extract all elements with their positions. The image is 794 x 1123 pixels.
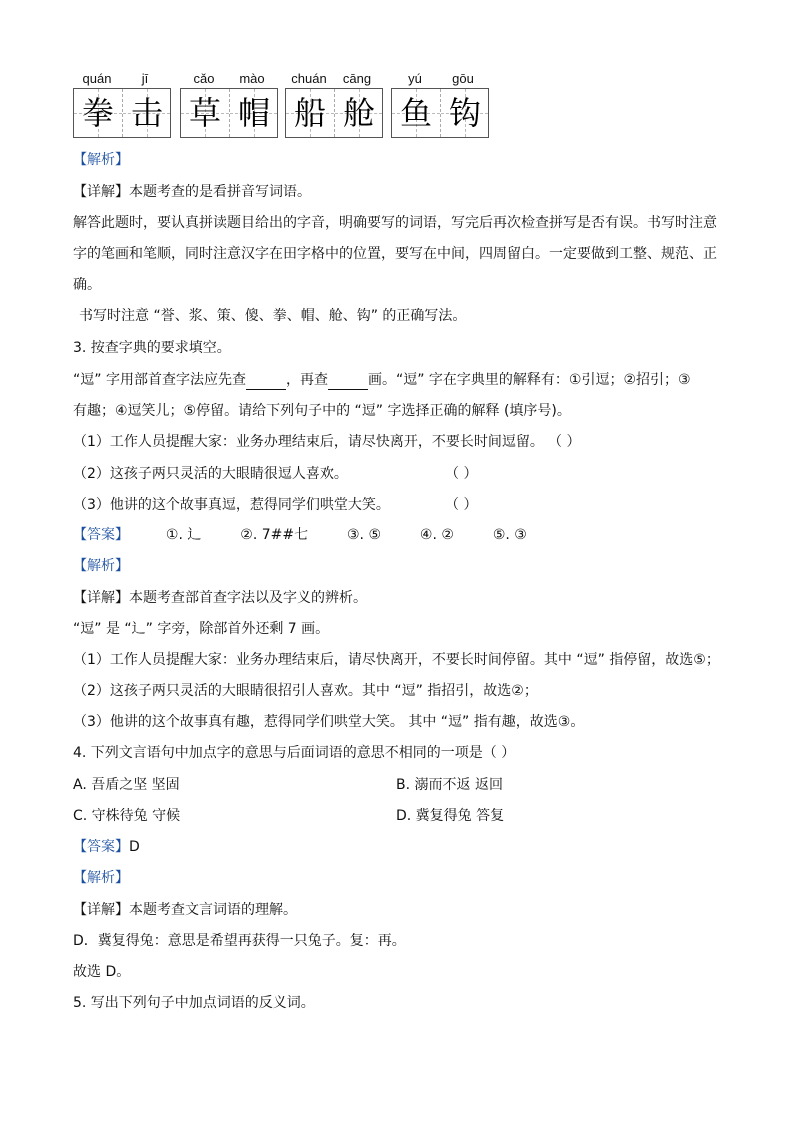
q3-explain-3: （3）他讲的这个故事真有趣，惹得同学们哄堂大笑。 其中 “逗” 指有趣，故选③。: [73, 714, 585, 730]
q3-item-1: （1）工作人员提醒大家：业务办理结束后，请尽快离开，不要长时间逗留。: [73, 434, 544, 450]
tianzige-cell: [286, 89, 334, 137]
q4-answer: D: [129, 839, 140, 855]
written-char: 草: [188, 94, 221, 132]
q3-title: 3. 按查字典的要求填空。: [73, 340, 231, 356]
tianzige-word-1: [73, 88, 171, 138]
q4-detail: 【详解】本题考查文言词语的理解。: [73, 902, 297, 918]
tianzige-cell: [122, 89, 170, 137]
q2-para1-line1: 解答此题时，要认真拼读题目给出的字音，明确要写的词语，写完后再次检查拼写是否有误。书写时注意: [73, 215, 717, 231]
pinyin-3: cǎo: [193, 71, 215, 86]
q4-analysis-label: 【解析】: [73, 870, 129, 886]
q3-item-2-answer-paren[interactable]: （ ）: [445, 466, 478, 482]
tianzige-cell: [229, 89, 277, 137]
q3-explain-1: （1）工作人员提醒大家：业务办理结束后，请尽快离开，不要长时间停留。其中 “逗” 指停留，故选⑤；: [73, 652, 720, 668]
q3-analysis-label: 【解析】: [73, 558, 129, 574]
tianzige-cell: [334, 89, 382, 137]
q3-answer-2: ②. 7##七: [240, 527, 309, 543]
q5-title: 5. 写出下列句子中加点词语的反义词。: [73, 995, 315, 1011]
q4-option-a[interactable]: A. 吾盾之坚 坚固: [73, 777, 180, 793]
tianzige-word-3: [285, 88, 383, 138]
q3-answer-1: ①. 辶: [165, 527, 202, 543]
q2-para1-line3: 确。: [73, 277, 101, 293]
q3-answer-5: ⑤. ③: [492, 527, 527, 543]
tianzige-word-2: [180, 88, 278, 138]
tianzige-cell: [392, 89, 440, 137]
tianzige-cell: [74, 89, 122, 137]
strokes-blank[interactable]: [328, 373, 368, 390]
q3-item-2: （2）这孩子两只灵活的大眼睛很逗人喜欢。: [73, 466, 348, 482]
pinyin-5: chuán: [291, 71, 327, 86]
q3-detail: 【详解】本题考查部首查字法以及字义的辨析。: [73, 590, 367, 606]
tianzige-word-4: [391, 88, 489, 138]
pinyin-8: gōu: [452, 71, 474, 86]
q4-option-b[interactable]: B. 溺而不返 返回: [396, 777, 503, 793]
q3-stem-b: ，再查: [285, 372, 328, 388]
q4-explain-2: 故选 D。: [73, 964, 131, 980]
q2-detail: 【详解】本题考查的是看拼音写词语。: [73, 184, 311, 200]
q3-stem-c: 画。“逗” 字在字典里的解释有：①引逗；②招引；③: [367, 372, 691, 388]
tianzige-cell: [181, 89, 229, 137]
q3-answer-3: ③. ⑤: [347, 527, 382, 543]
q2-para1-line2: 字的笔画和笔顺，同时注意汉字在田字格中的位置，要写在中间，四周留白。一定要做到工整、规范、正: [73, 246, 717, 262]
written-char: 钩: [448, 94, 481, 132]
q3-stem-a: “逗” 字用部首查字法应先查: [73, 372, 246, 388]
q2-para2: 书写时注意 “誉、浆、策、傻、拳、帽、舱、钩” 的正确写法。: [79, 308, 467, 324]
pinyin-4: mào: [239, 71, 265, 86]
q4-title: 4. 下列文言语句中加点字的意思与后面词语的意思不相同的一项是（ ）: [73, 745, 516, 761]
q3-explain-2: （2）这孩子两只灵活的大眼睛很招引人喜欢。其中 “逗” 指招引，故选②；: [73, 683, 538, 699]
q4-answer-row: [73, 837, 140, 857]
q3-stem-line2: 有趣；④逗笑儿；⑤停留。请给下列句子中的 “逗” 字选择正确的解释 (填序号)。: [73, 403, 571, 419]
q3-item-3: （3）他讲的这个故事真逗，惹得同学们哄堂大笑。: [73, 497, 390, 513]
q3-answer-row: [73, 525, 527, 545]
pinyin-2: jī: [141, 71, 149, 86]
q2-analysis-label: 【解析】: [73, 152, 129, 168]
q4-option-d[interactable]: D. 冀复得兔 答复: [396, 808, 505, 824]
written-char: 帽: [237, 94, 270, 132]
q3-item-3-answer-paren[interactable]: （ ）: [445, 497, 478, 513]
radical-blank[interactable]: [246, 373, 286, 390]
q3-explain-0: “逗” 是 “辶” 字旁，除部首外还剩 7 画。: [73, 621, 330, 637]
q3-item-1-answer-paren[interactable]: （ ）: [548, 434, 581, 450]
q4-option-c[interactable]: C. 守株待兔 守候: [73, 808, 181, 824]
written-char: 鱼: [399, 94, 432, 132]
q3-answer-4: ④. ②: [419, 527, 454, 543]
written-char: 击: [130, 94, 163, 132]
written-char: 拳: [81, 94, 114, 132]
q4-explain-1: D．冀复得兔：意思是希望再获得一只兔子。复：再。: [73, 933, 406, 949]
pinyin-7: yú: [408, 71, 422, 86]
written-char: 舱: [342, 94, 375, 132]
pinyin-6: cāng: [342, 71, 372, 86]
pinyin-1: quán: [82, 71, 112, 86]
q3-answer-label: 【答案】: [73, 527, 129, 543]
q4-answer-label: 【答案】: [73, 839, 129, 855]
tianzige-cell: [440, 89, 488, 137]
q3-stem-line1: [73, 370, 691, 390]
written-char: 船: [293, 94, 326, 132]
